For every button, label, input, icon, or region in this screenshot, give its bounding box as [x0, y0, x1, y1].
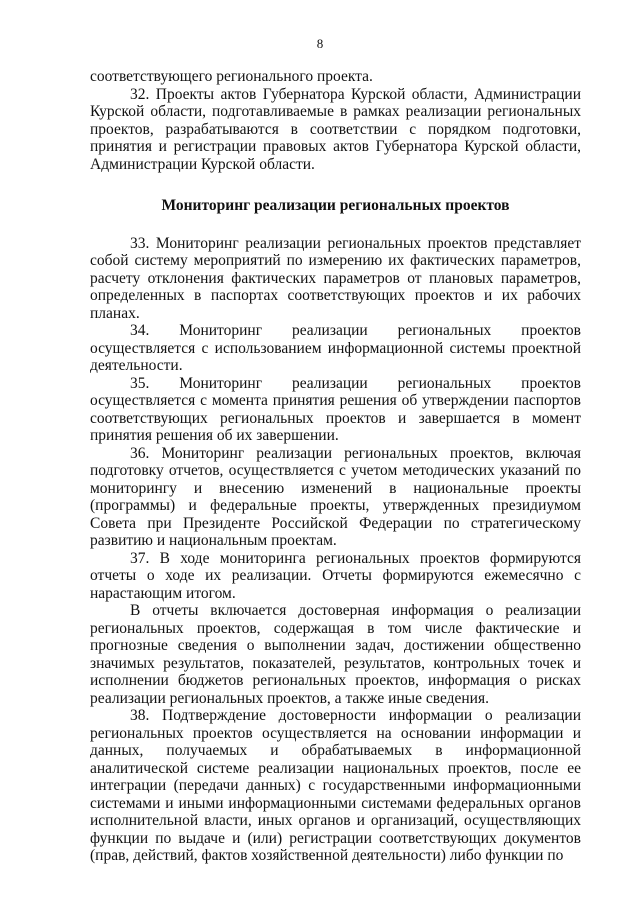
paragraph-36: 36. Мониторинг реализации региональных проектов, включая подготовку отчетов, осуществляется с учетом методических указаний по мониторингу и внесению изменений в национальные проекты (программы) и федеральные проекты, утвержденных президиумом Совета при Президенте Российской Федерации по стратегическому развитию и национальным проектам.: [90, 444, 581, 549]
paragraph-38: 38. Подтверждение достоверности информации о реализации региональных проектов осуществляется на основании информации и данных, получаемых и обрабатываемых в информационной аналитической системе реализации национальных проектов, после ее интеграции (передачи данных) с государственными информационными системами и иными информационными системами федеральных органов исполнительной власти, иных органов и организаций, осуществляющих функции по выдаче и (или) регистрации соответствующих документов (прав, действий, фактов хозяйственной деятельности) либо функции по: [90, 707, 581, 864]
paragraph-35: 35. Мониторинг реализации региональных проектов осуществляется с момента принятия решения об утверждении паспортов соответствующих региональных проектов и завершается в момент принятия решения об их завершении.: [90, 374, 581, 444]
page-number: 8: [316, 36, 324, 51]
paragraph-33: 33. Мониторинг реализации региональных проектов представляет собой систему мероприятий по измерению их фактических параметров, расчету отклонения фактических параметров от плановых параметров, определенных в паспортах соответствующих проектов и их рабочих планах.: [90, 234, 581, 322]
document-body: [90, 68, 581, 865]
paragraph-32: 32. Проекты актов Губернатора Курской области, Администрации Курской области, подготавливаемые в рамках реализации региональных проектов, разрабатываются в соответствии с порядком подготовки, принятия и регистрации правовых актов Губернатора Курской области, Администрации Курской области.: [90, 85, 581, 173]
paragraph-37-reports: В отчеты включается достоверная информация о реализации региональных проектов, содержащая в том числе фактические и прогнозные сведения о выполнении задач, достижении общественно значимых результатов, показателей, результатов, контрольных точек и исполнении бюджетов региональных проектов, информация о рисках реализации региональных проектов, а также иные сведения.: [90, 602, 581, 707]
paragraph-continuation: соответствующего регионального проекта.: [90, 68, 373, 85]
paragraph-34: 34. Мониторинг реализации региональных проектов осуществляется с использованием информационной системы проектной деятельности.: [90, 322, 581, 374]
paragraph-37: 37. В ходе мониторинга региональных проектов формируются отчеты о ходе их реализации. Отчеты формируются ежемесячно с нарастающим итогом.: [90, 549, 581, 602]
section-heading: Мониторинг реализации региональных проектов: [161, 197, 510, 214]
